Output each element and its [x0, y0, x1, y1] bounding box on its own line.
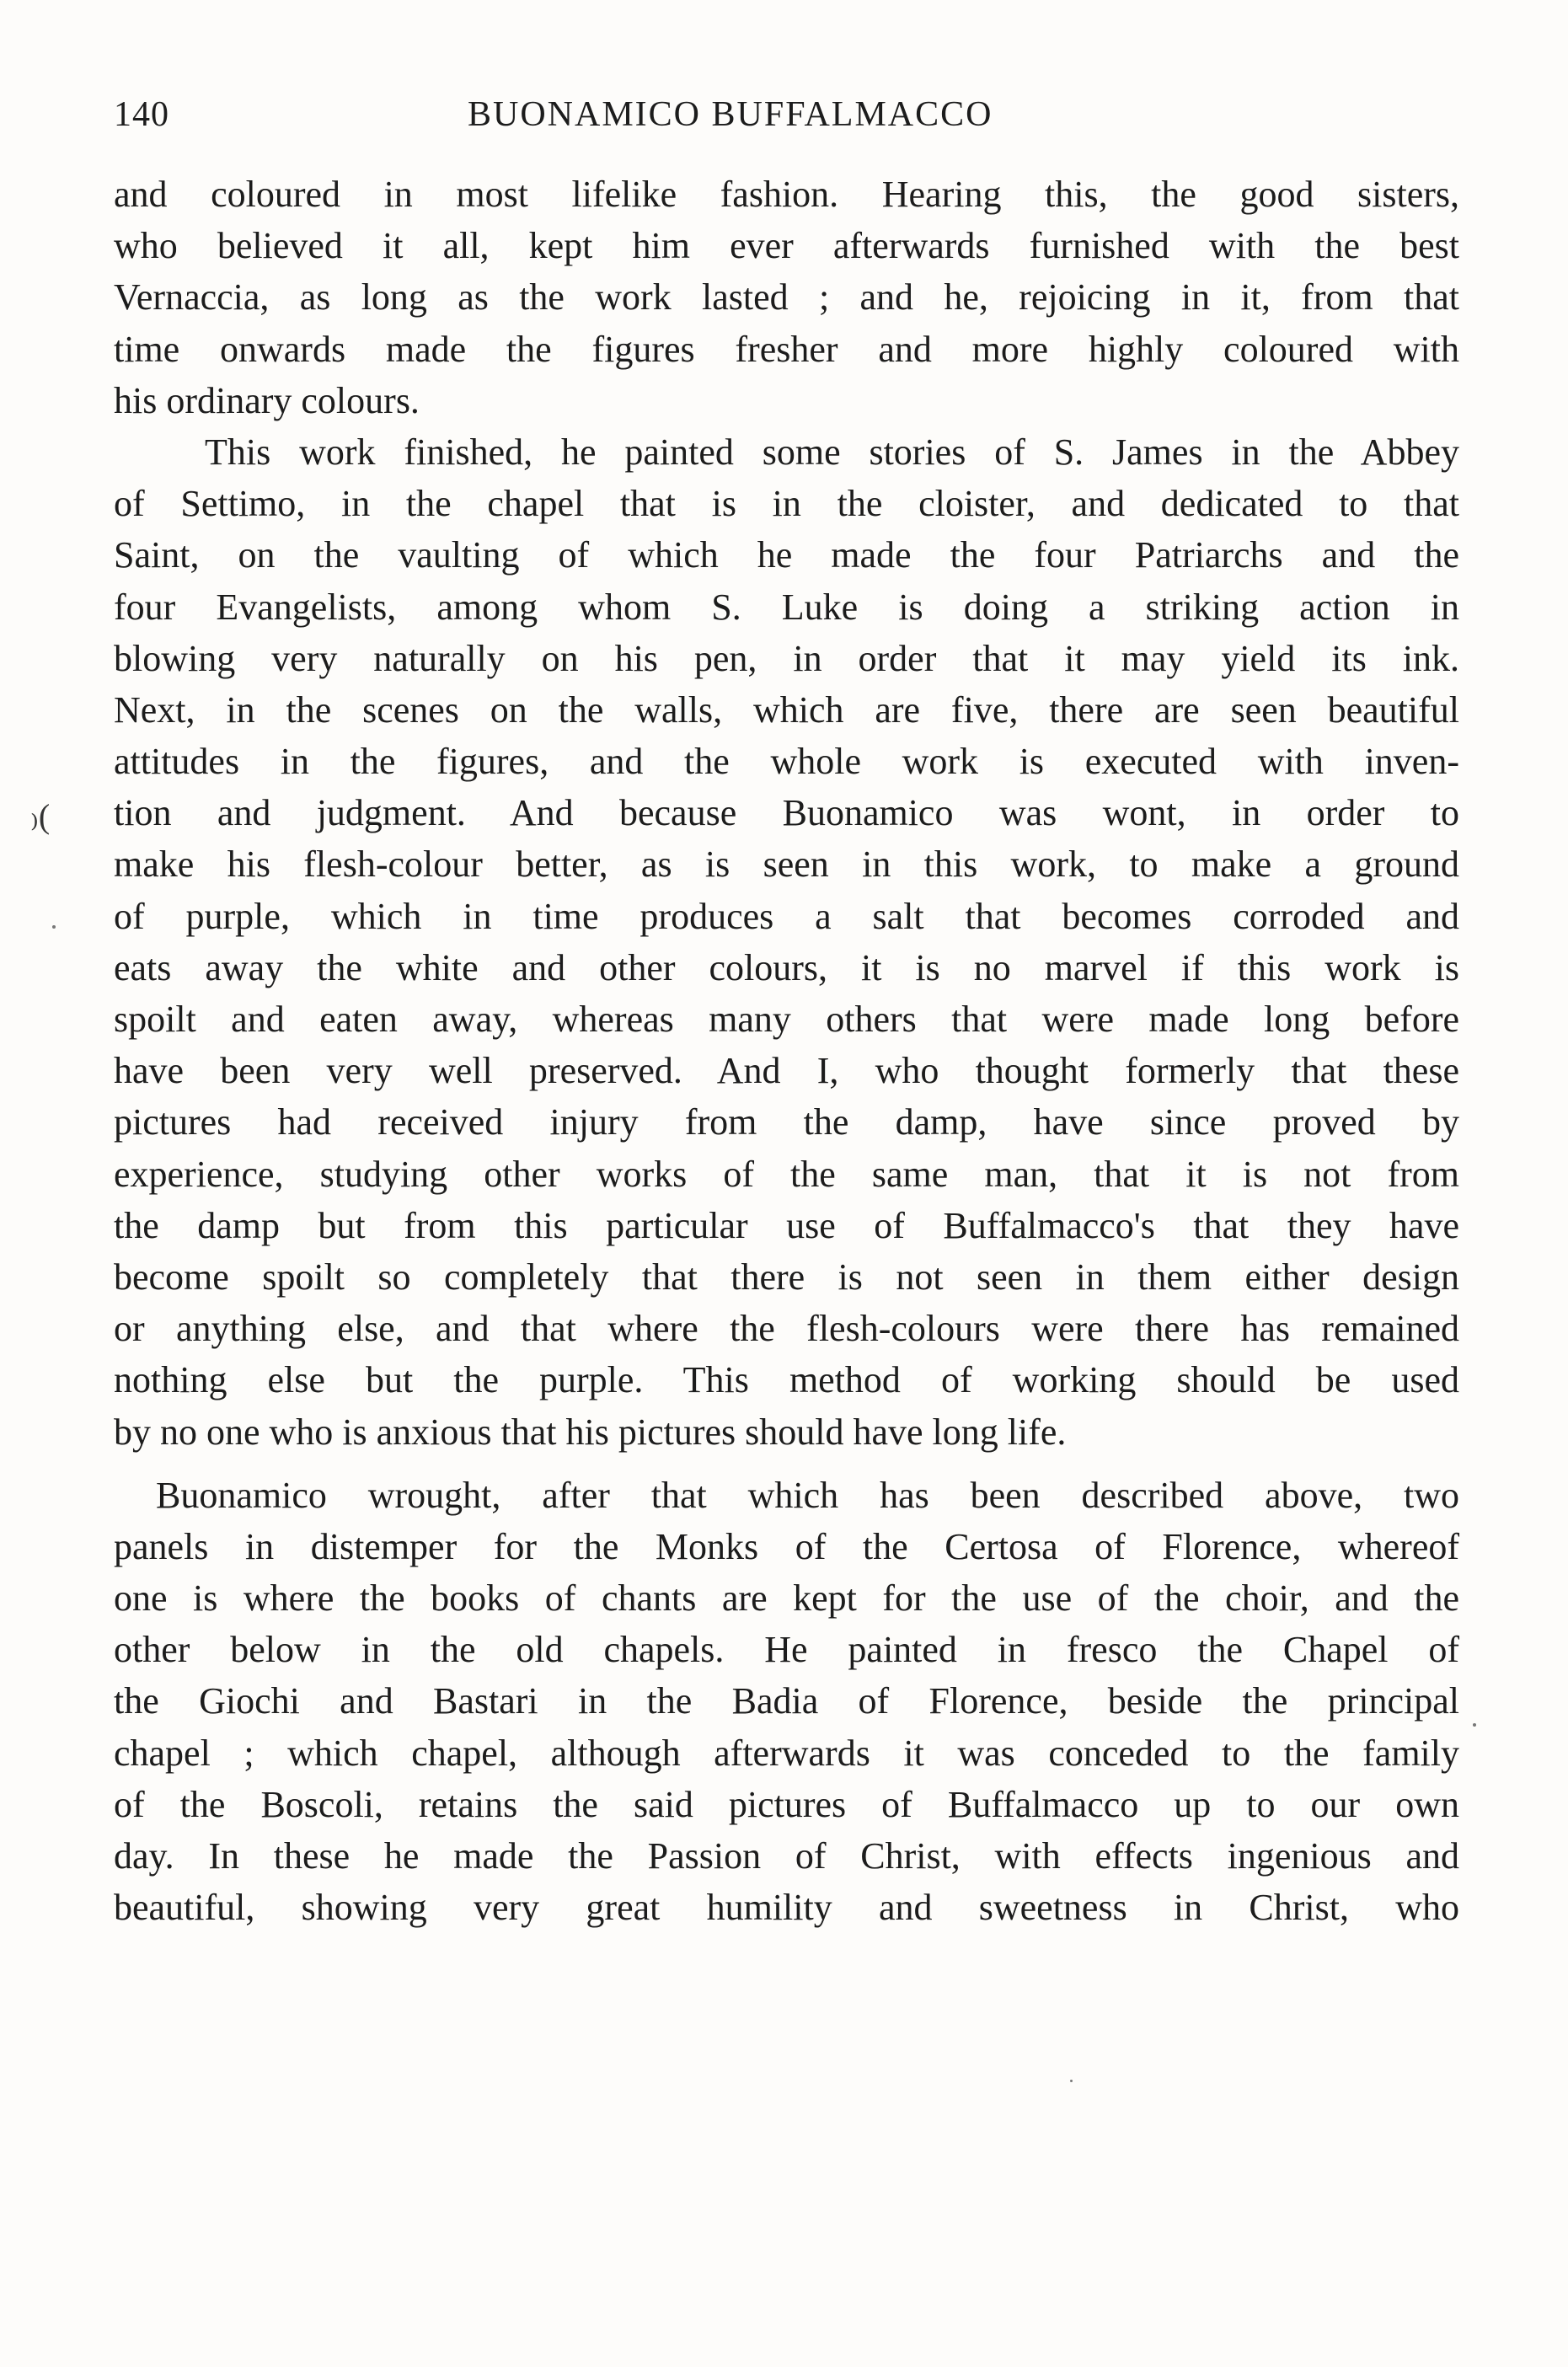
text-line: experience, studying other works of the same man, that it is not from	[114, 1153, 1459, 1195]
text-line: and coloured in most lifelike fashion. Hearing this, the good sisters,	[114, 174, 1459, 215]
text-line: one is where the books of chants are kept for the use of the choir, and the	[114, 1577, 1459, 1620]
text-line: This work finished, he painted some stories of S. James in the Abbey	[205, 431, 1459, 473]
text-line: beautiful, showing very great humility and sweetness in Christ, who	[114, 1887, 1459, 1929]
text-line: Vernaccia, as long as the work lasted ; and he, rejoicing in it, from that	[114, 276, 1459, 319]
text-line: eats away the white and other colours, it is no marvel if this work is	[114, 946, 1459, 988]
text-line: or anything else, and that where the flesh-colours were there has remained	[114, 1308, 1459, 1350]
text-line: make his flesh-colour better, as is seen in this work, to make a ground	[114, 843, 1459, 886]
text-line: of the Boscoli, retains the said pictures of Buffalmacco up to our own	[114, 1783, 1459, 1825]
text-line: the damp but from this particular use of Buffalmacco's that they have	[114, 1204, 1459, 1246]
text-line: other below in the old chapels. He painted in fresco the Chapel of	[114, 1629, 1459, 1671]
text-line: have been very well preserved. And I, who thought formerly that these	[114, 1050, 1459, 1092]
paragraph	[114, 426, 1459, 1458]
text-line: the Giochi and Bastari in the Badia of Florence, beside the principal	[114, 1680, 1459, 1722]
text-line: his ordinary colours.	[114, 379, 420, 421]
text-line: chapel ; which chapel, although afterwards it was conceded to the family	[114, 1732, 1459, 1774]
text-line: attitudes in the figures, and the whole work is executed with inven-	[114, 741, 1459, 783]
text-line: day. In these he made the Passion of Christ, with effects ingenious and	[114, 1835, 1459, 1877]
margin-dot	[1070, 2080, 1073, 2082]
paragraph	[114, 1470, 1459, 1934]
text-line: four Evangelists, among whom S. Luke is doing a striking action in	[114, 586, 1459, 628]
text-line: panels in distemper for the Monks of the Certosa of Florence, whereof	[114, 1525, 1459, 1567]
paragraph	[114, 169, 1459, 426]
text-line: of Settimo, in the chapel that is in the cloister, and dedicated to that	[114, 483, 1459, 525]
margin-dot	[1473, 1723, 1476, 1727]
text-line: of purple, which in time produces a salt that becomes corroded and	[114, 895, 1459, 937]
text-line: become spoilt so completely that there is not seen in them either design	[114, 1256, 1459, 1298]
text-line: Saint, on the vaulting of which he made the four Patriarchs and the	[114, 534, 1459, 576]
running-title: BUONAMICO BUFFALMACCO	[468, 95, 993, 134]
text-line: nothing else but the purple. This method of working should be used	[114, 1359, 1459, 1401]
text-line: time onwards made the figures fresher and more highly coloured with	[114, 328, 1459, 370]
margin-bracket-mark: ₎(	[30, 797, 51, 835]
body-text	[114, 169, 1459, 1933]
text-line: pictures had received injury from the damp, have since proved by	[114, 1101, 1459, 1143]
text-line: by no one who is anxious that his pictures should have long life.	[114, 1411, 1067, 1453]
text-line: Buonamico wrought, after that which has been described above, two	[156, 1474, 1459, 1516]
text-line: spoilt and eaten away, whereas many others that were made long before	[114, 999, 1459, 1040]
text-line: Next, in the scenes on the walls, which are five, there are seen beautiful	[114, 688, 1459, 731]
text-line: blowing very naturally on his pen, in order that it may yield its ink.	[114, 637, 1459, 679]
text-line: tion and judgment. And because Buonamico was wont, in order to	[114, 792, 1459, 834]
text-line: who believed it all, kept him ever afterwards furnished with the best	[114, 225, 1459, 267]
margin-dot	[52, 925, 56, 929]
page-number: 140	[114, 95, 169, 134]
